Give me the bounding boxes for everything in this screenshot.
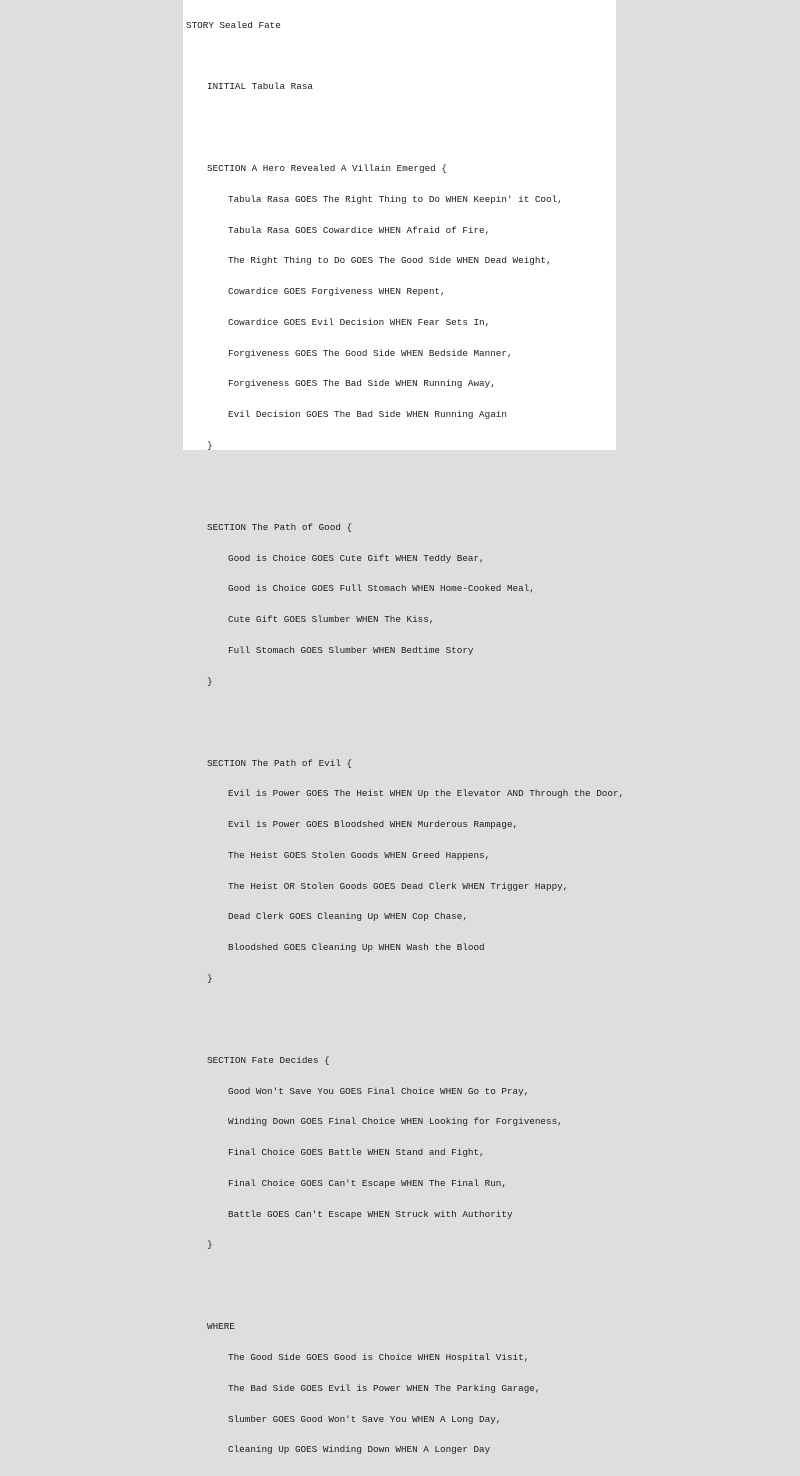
story-line: The Heist OR Stolen Goods GOES Dead Clerk WHEN Trigger Happy,: [228, 880, 569, 892]
where-header: WHERE: [207, 1321, 235, 1333]
story-line: Bloodshed GOES Cleaning Up WHEN Wash the Blood: [228, 942, 485, 953]
story-script: [183, 0, 625, 1476]
story-line: Cute Gift GOES Slumber WHEN The Kiss,: [228, 614, 435, 625]
story-line: Winding Down GOES Final Choice WHEN Looking for Forgiveness,: [228, 1116, 563, 1128]
story-line: Good is Choice GOES Cute Gift WHEN Teddy Bear,: [228, 552, 485, 564]
section-close-brace: }: [207, 1239, 213, 1251]
story-line: Final Choice GOES Battle WHEN Stand and Fight,: [228, 1147, 485, 1158]
section-header: SECTION A Hero Revealed A Villain Emerged {: [207, 163, 447, 174]
story-line: Good is Choice GOES Full Stomach WHEN Home-Cooked Meal,: [228, 583, 535, 595]
section-header: SECTION Fate Decides {: [207, 1054, 330, 1066]
section-header: SECTION The Path of Evil {: [207, 757, 353, 769]
story-line: Tabula Rasa GOES The Right Thing to Do WHEN Keepin' it Cool,: [228, 193, 563, 205]
where-line: Slumber GOES Good Won't Save You WHEN A Long Day,: [228, 1413, 502, 1425]
story-line: Forgiveness GOES The Good Side WHEN Bedside Manner,: [228, 347, 513, 359]
story-line: Tabula Rasa GOES Cowardice WHEN Afraid of Fire,: [228, 224, 491, 236]
story-line: The Heist GOES Stolen Goods WHEN Greed Happens,: [228, 849, 491, 861]
section-close-brace: }: [207, 972, 213, 984]
story-line: Cowardice GOES Evil Decision WHEN Fear Sets In,: [228, 316, 491, 328]
where-line: The Bad Side GOES Evil is Power WHEN The Parking Garage,: [228, 1382, 541, 1394]
where-line: Cleaning Up GOES Winding Down WHEN A Longer Day: [228, 1444, 491, 1456]
story-line: Good Won't Save You GOES Final Choice WHEN Go to Pray,: [228, 1085, 530, 1097]
section-header: SECTION The Path of Good {: [207, 521, 353, 533]
story-title: STORY Sealed Fate: [186, 19, 281, 31]
initial-line: INITIAL Tabula Rasa: [207, 81, 314, 92]
story-line: Cowardice GOES Forgiveness WHEN Repent,: [228, 286, 446, 297]
story-line: Final Choice GOES Can't Escape WHEN The Final Run,: [228, 1177, 507, 1189]
story-line: Battle GOES Can't Escape WHEN Struck with Authority: [228, 1208, 513, 1220]
story-line: Evil Decision GOES The Bad Side WHEN Running Again: [228, 409, 507, 420]
story-line: Evil is Power GOES Bloodshed WHEN Murderous Rampage,: [228, 819, 519, 830]
section-close-brace: }: [207, 439, 213, 451]
story-line: Forgiveness GOES The Bad Side WHEN Running Away,: [228, 378, 496, 390]
where-line: The Good Side GOES Good is Choice WHEN Hospital Visit,: [228, 1352, 530, 1363]
story-line: Dead Clerk GOES Cleaning Up WHEN Cop Chase,: [228, 911, 468, 923]
section-close-brace: }: [207, 675, 213, 687]
story-line: Evil is Power GOES The Heist WHEN Up the Elevator AND Through the Door,: [228, 788, 625, 800]
document-page[interactable]: [183, 0, 625, 1456]
story-line: Full Stomach GOES Slumber WHEN Bedtime Story: [228, 644, 474, 656]
story-line: The Right Thing to Do GOES The Good Side WHEN Dead Weight,: [228, 255, 552, 267]
